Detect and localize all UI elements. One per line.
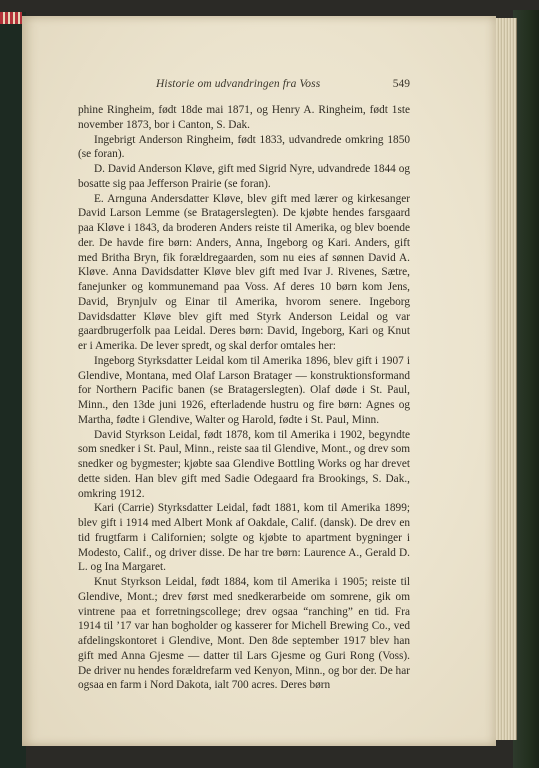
paragraph: E. Arnguna Andersdatter Kløve, blev gift med lærer og kirkesanger David Larson Lemme (se Bratagerslegten). De kjøbte hendes farsgaard paa Kløve i 1843, da broderen Anders reiste til Amerika, og blev boende der. De havde fire børn: Anders, Anna, Ingeborg og Kari. Anders, gift med Britha Bryn, fik forældregaarden, som nu eies af sønnen David A. Kløve. Anna Davidsdatter Kløve blev gift med Ivar J. Rivenes, Sætre, fanejunker og kommunemand paa Voss. Af deres 10 børn kom Jens, David, Brynjulv og Einar til Amerika, hvorom senere. Ingeborg Davidsdatter Kløve blev gift med Styrk Anderson Leidal og var gaardbrugerfolk paa Leidal. Deres børn: David, Ingeborg, Kari og Knut er i Amerika. De lever spredt, og skal derfor omtales her: [78,192,410,352]
page-number: 549 [392,78,410,90]
paragraph: David Styrkson Leidal, født 1878, kom til Amerika i 1902, begyndte som snedker i St. Paul, Minn., reiste saa til Glendive, Mont., og drev som snedker og bygmester; kjøbte saa Glendive Bottling Works og har drevet dette siden. Han blev gift med Sadie Odegaard fra Brookings, S. Dak., omkring 1912. [78,428,410,500]
running-head: Historie om udvandringen fra Voss [156,78,321,90]
paragraph: Kari (Carrie) Styrksdatter Leidal, født 1881, kom til Amerika 1899; blev gift i 1914 med Albert Monk af Oakdale, Calif. (dansk). De drev en tid frugtfarm i Californien; solgte og kjøbte to apartment bygninger i Modesto, Calif., og driver disse. De har tre børn: Laurence A., Gerald D. L. og Ina Margaret. [78,502,410,574]
bookmark-ribbon [0,12,22,24]
paragraph: Ingeborg Styrksdatter Leidal kom til Amerika 1896, blev gift i 1907 i Glendive, Montana, med Olaf Larson Bratager — konstruktionsformand for Northern Pacific banen (se Bratagerslegten). Olaf døde i St. Paul, Minn., den 13de juni 1926, efterladende hustru og fire børn: Agnes og Martha, fødte i Glendive, Walter og Harold, fødte i St. Paul, Minn. [78,354,410,426]
body-text [78,103,410,693]
paragraph: phine Ringheim, født 18de mai 1871, og Henry A. Ringheim, født 1ste november 1873, bor i Canton, S. Dak. [78,104,410,131]
paragraph: D. David Anderson Kløve, gift med Sigrid Nyre, udvandrede 1844 og bosatte sig paa Jefferson Prairie (se foran). [78,163,410,190]
paragraph: Ingebrigt Anderson Ringheim, født 1833, udvandrede omkring 1850 (se foran). [78,133,410,161]
page-header [78,78,410,96]
paragraph: Knut Styrkson Leidal, født 1884, kom til Amerika i 1905; reiste til Glendive, Mont.; drev først med snedkerarbeide om somrene, gik om vintrene paa et forretningscollege; drev ogsaa “ranching” en tid. Fra 1914 til ’17 var han bogholder og kasserer for Michell Brewing Co., ved afdelingskontoret i Glendive, Mont. Den 8de september 1917 blev han gift med Anna Gjesme — datter til Lars Gjesme og Guri Rong (Voss). De driver nu hendes forældrefarm ved Kenyon, Minn., og bor der. De har ogsaa en farm i Nord Dakota, ialt 700 acres. Deres børn [78,576,410,692]
page-edges [494,18,517,740]
